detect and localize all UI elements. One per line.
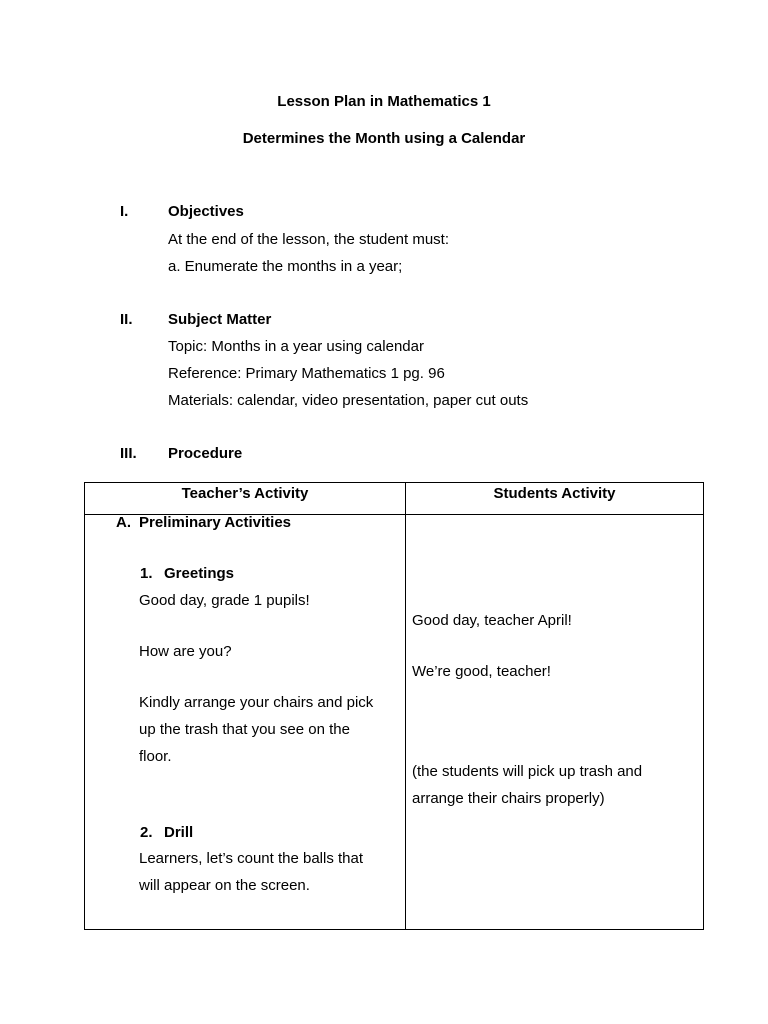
table-column-divider	[405, 483, 406, 929]
teacher-activity-header: Teacher’s Activity	[181, 485, 309, 502]
greetings-number: 1.	[140, 565, 153, 582]
objectives-heading: Objectives	[168, 203, 244, 220]
teacher-drill-line-2: will appear on the screen.	[139, 877, 310, 894]
teacher-greeting: Good day, grade 1 pupils!	[139, 592, 310, 609]
procedure-heading: Procedure	[168, 445, 243, 462]
subject-matter-number: II.	[120, 311, 133, 328]
subject-matter-heading: Subject Matter	[168, 311, 272, 328]
drill-number: 2.	[140, 824, 153, 841]
preliminary-label: A.	[116, 514, 131, 531]
teacher-arrange-line-3: floor.	[139, 748, 172, 765]
teacher-how-are-you: How are you?	[139, 643, 232, 660]
objectives-intro: At the end of the lesson, the student must:	[168, 231, 450, 248]
subject-matter-reference: Reference: Primary Mathematics 1 pg. 96	[168, 365, 445, 382]
objectives-item-a: a. Enumerate the months in a year;	[168, 258, 403, 275]
objectives-number: I.	[120, 203, 129, 220]
students-action-line-1: (the students will pick up trash and	[412, 763, 643, 780]
students-greeting-reply: Good day, teacher April!	[412, 612, 572, 629]
teacher-arrange-line-1: Kindly arrange your chairs and pick	[139, 694, 374, 711]
students-activity-header: Students Activity	[493, 485, 616, 502]
document-title: Lesson Plan in Mathematics 1	[277, 93, 491, 110]
teacher-drill-line-1: Learners, let’s count the balls that	[139, 850, 364, 867]
drill-title: Drill	[164, 824, 194, 841]
preliminary-title: Preliminary Activities	[139, 514, 292, 531]
teacher-arrange-line-2: up the trash that you see on the	[139, 721, 350, 738]
procedure-number: III.	[120, 445, 137, 462]
students-good-reply: We’re good, teacher!	[412, 663, 551, 680]
students-action-line-2: arrange their chairs properly)	[412, 790, 605, 807]
subject-matter-topic: Topic: Months in a year using calendar	[168, 338, 424, 355]
procedure-table	[84, 482, 704, 930]
document-subtitle: Determines the Month using a Calendar	[242, 130, 526, 147]
subject-matter-materials: Materials: calendar, video presentation, paper cut outs	[168, 392, 529, 409]
greetings-title: Greetings	[164, 565, 235, 582]
